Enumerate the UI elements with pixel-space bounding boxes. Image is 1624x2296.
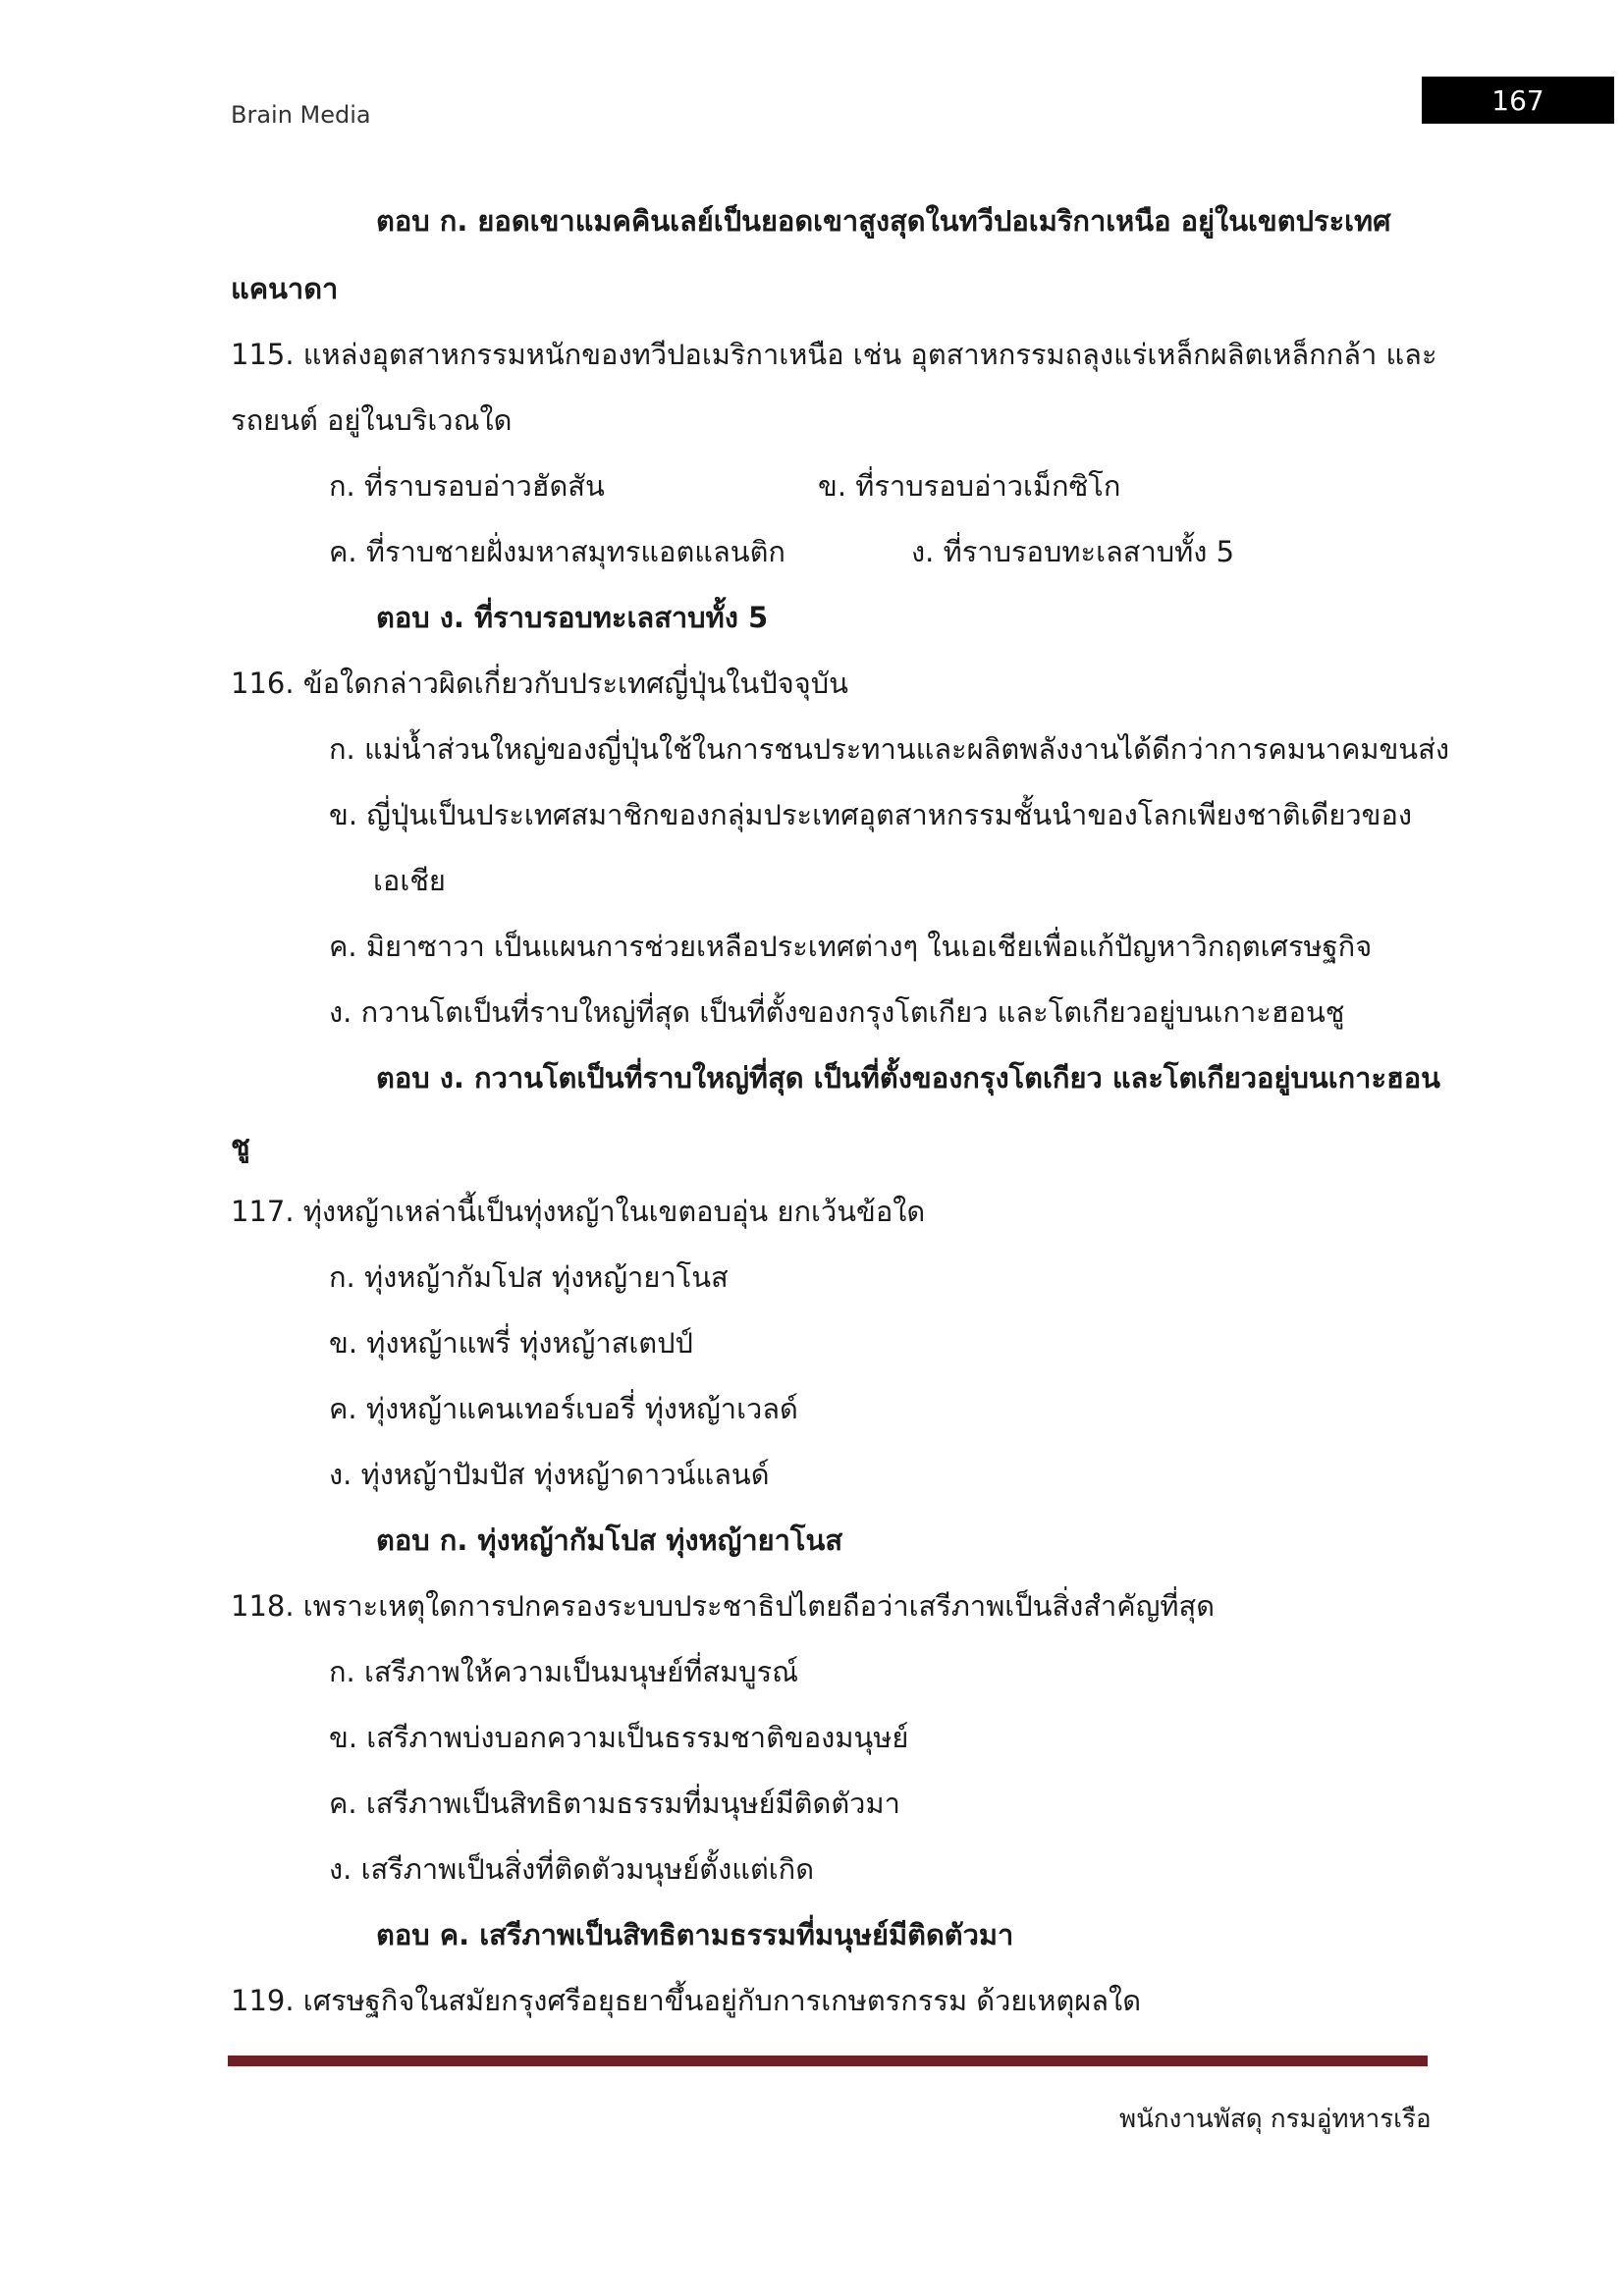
question-116-option-b-line-2: เอเชีย bbox=[373, 864, 446, 897]
question-118: 118. เพราะเหตุใดการปกครองระบบประชาธิปไตยถือว่าเสรีภาพเป็นสิ่งสำคัญที่สุด bbox=[231, 1589, 1216, 1623]
header-brand: Brain Media bbox=[231, 101, 371, 129]
question-118-option-b: ข. เสรีภาพบ่งบอกความเป็นธรรมชาติของมนุษย์ bbox=[329, 1721, 909, 1754]
question-116: 116. ข้อใดกล่าวผิดเกี่ยวกับประเทศญี่ปุ่นในปัจจุบัน bbox=[231, 667, 849, 700]
answer-117: ตอบ ก. ทุ่งหญ้ากัมโปส ทุ่งหญ้ายาโนส bbox=[376, 1523, 843, 1557]
question-117-option-c: ค. ทุ่งหญ้าแคนเทอร์เบอรี่ ทุ่งหญ้าเวลด์ bbox=[329, 1392, 798, 1425]
question-117-option-d: ง. ทุ่งหญ้าปัมปัส ทุ่งหญ้าดาวน์แลนด์ bbox=[329, 1458, 770, 1491]
question-117: 117. ทุ่งหญ้าเหล่านี้เป็นทุ่งหญ้าในเขตอบอุ่น ยกเว้นข้อใด bbox=[231, 1195, 926, 1228]
question-117-option-a: ก. ทุ่งหญ้ากัมโปส ทุ่งหญ้ายาโนส bbox=[329, 1260, 729, 1294]
question-118-option-a: ก. เสรีภาพให้ความเป็นมนุษย์ที่สมบูรณ์ bbox=[329, 1655, 799, 1688]
footer-text: พนักงานพัสดุ กรมอู่ทหารเรือ bbox=[1119, 2105, 1432, 2134]
answer-115: ตอบ ง. ที่ราบรอบทะเลสาบทั้ง 5 bbox=[376, 601, 769, 634]
question-118-option-d: ง. เสรีภาพเป็นสิ่งที่ติดตัวมนุษย์ตั้งแต่เกิด bbox=[329, 1852, 815, 1886]
footer-divider bbox=[228, 2056, 1428, 2066]
answer-116-line-2: ชู bbox=[231, 1129, 250, 1162]
question-116-option-a: ก. แม่น้ำส่วนใหญ่ของญี่ปุ่นใช้ในการชนประทานและผลิตพลังงานได้ดีกว่าการคมนาคมขนส่ง bbox=[329, 732, 1449, 766]
question-116-option-c: ค. มิยาซาวา เป็นแผนการช่วยเหลือประเทศต่างๆ ในเอเชียเพื่อแก้ปัญหาวิกฤตเศรษฐกิจ bbox=[329, 930, 1373, 963]
answer-114-line-2: แคนาดา bbox=[231, 272, 339, 305]
question-115-line-2: รถยนต์ อยู่ในบริเวณใด bbox=[231, 403, 513, 437]
page-number: 167 bbox=[1491, 83, 1544, 117]
answer-114-line-1: ตอบ ก. ยอดเขาแมคคินเลย์เป็นยอดเขาสูงสุดในทวีปอเมริกาเหนือ อยู่ในเขตประเทศ bbox=[376, 204, 1391, 238]
question-116-option-d: ง. กวานโตเป็นที่ราบใหญ่ที่สุด เป็นที่ตั้งของกรุงโตเกียว และโตเกียวอยู่บนเกาะฮอนชู bbox=[329, 995, 1345, 1029]
question-117-option-b: ข. ทุ่งหญ้าแพรี่ ทุ่งหญ้าสเตปป์ bbox=[329, 1326, 693, 1360]
question-118-option-c: ค. เสรีภาพเป็นสิทธิตามธรรมที่มนุษย์มีติดตัวมา bbox=[329, 1787, 900, 1820]
answer-118: ตอบ ค. เสรีภาพเป็นสิทธิตามธรรมที่มนุษย์มีติดตัวมา bbox=[376, 1918, 1014, 1951]
answer-116-line-1: ตอบ ง. กวานโตเป็นที่ราบใหญ่ที่สุด เป็นที่ตั้งของกรุงโตเกียว และโตเกียวอยู่บนเกาะฮอน bbox=[376, 1061, 1440, 1095]
question-115-option-b: ข. ที่ราบรอบอ่าวเม็กซิโก bbox=[818, 469, 1121, 503]
question-115-option-d: ง. ที่ราบรอบทะเลสาบทั้ง 5 bbox=[911, 535, 1235, 568]
question-115-option-a: ก. ที่ราบรอบอ่าวฮัดสัน bbox=[329, 469, 605, 503]
question-119: 119. เศรษฐกิจในสมัยกรุงศรีอยุธยาขึ้นอยู่กับการเกษตรกรรม ด้วยเหตุผลใด bbox=[231, 1984, 1142, 2017]
question-115-option-c: ค. ที่ราบชายฝั่งมหาสมุทรแอตแลนติก bbox=[329, 535, 785, 568]
question-116-option-b-line-1: ข. ญี่ปุ่นเป็นประเทศสมาชิกของกลุ่มประเทศอุตสาหกรรมชั้นนำของโลกเพียงชาติเดียวของ bbox=[329, 798, 1413, 831]
question-115-line-1: 115. แหล่งอุตสาหกรรมหนักของทวีปอเมริกาเหนือ เช่น อุตสาหกรรมถลุงแร่เหล็กผลิตเหล็กกล้า และ bbox=[231, 338, 1437, 371]
